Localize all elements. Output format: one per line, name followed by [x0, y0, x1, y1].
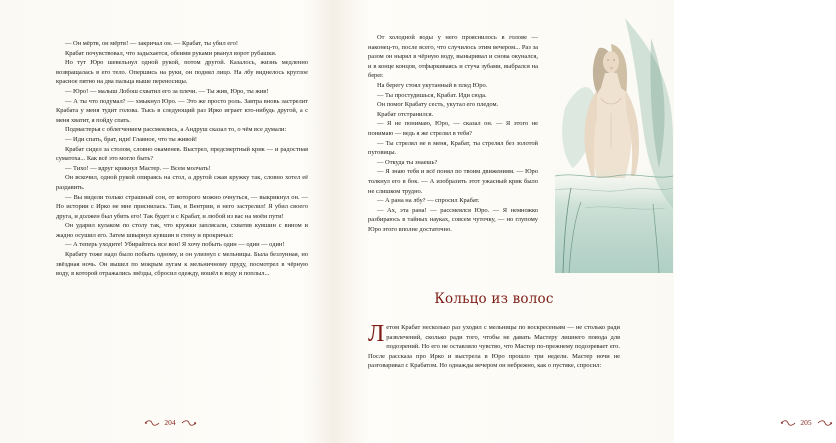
paragraph: — Ты стрелял не в меня, Крабат, ты стрелял без золотой пуговицы.: [368, 139, 538, 157]
paragraph: — Вы видели только страшный сон, от которого можно очнуться, — выкрикнул он. — Но истории с Ирко не мне приснилась. Там, в Вентрии, в него застрелил! Я убил своего друга, и должен был убить его! Так будет и с Крабат, и любой из вас на моём пути!: [56, 193, 308, 220]
page-number-text: 205: [800, 418, 812, 427]
paragraph: На берегу стоял укутанный в плед Юро.: [377, 81, 488, 89]
right-page-text-top: [368, 33, 538, 234]
paragraph: — А теперь уходите! Убирайтесь все вон! Я хочу побыть один — один — один!: [65, 241, 285, 249]
left-page: [0, 0, 337, 443]
chapter-first-paragraph: [368, 323, 620, 371]
paragraph: Крабат отстранился.: [377, 110, 434, 118]
page-number-text: 204: [164, 418, 176, 427]
chapter-title: Кольцо из волос: [434, 291, 554, 307]
flourish-icon: [144, 419, 160, 427]
page-number-right: [776, 417, 836, 429]
paragraph: Но тут Юро шевельнул одной рукой, потом другой. Казалось, жизнь медленно возвращалась в его тело. Опершись на руки, он поднял лицо. На лбу виднелось круглое красное пятно на два пальца выше переносицы.: [56, 59, 308, 86]
paragraph: — Ах, эта рана! — рассмеялся Юро. — Я немножко разбираюсь в тайных науках, совсем чуточку, — но глупому Юро этого вполне достаточно.: [368, 206, 538, 233]
flourish-icon: [780, 419, 796, 427]
paragraph: — Юро! — малыш Лобош схватил его за плечи. — Ты жив, Юро, ты жив!: [65, 87, 269, 95]
paragraph: Крабат сидел за столом, словно окаменев. Выстрел, предсмертный крик — и радостная суматоха... Как всё это могло быть?: [56, 145, 308, 163]
flourish-icon: [181, 419, 197, 427]
paragraph: Он ударил кулаком по столу так, что кружки заплясали, схватив кувшин с вином и жадно осушил его. Затем швырнул кувшин в стену и прокричал:: [56, 222, 308, 239]
chapter-first-paragraph-text: етом Крабат несколько раз уходил с мельницы по воскресеньям — не столько ради развлечений, сколько ради того, чтобы не давать Мастеру лишнего повода для подозрений. Но его не оставляло чувство, что Мастер по-прежнему подозревает его. После рассказа про Ирко и выстрела в Юро прошло три недели. Мастер ночи не разговаривал с Крабатом. Но однажды вечером он небрежно, как о пустяке, спросил:: [368, 324, 620, 370]
paragraph: Крабат почувствовал, что задыхается, обеими руками рванул ворот рубашки.: [65, 49, 277, 57]
right-page: [337, 0, 812, 443]
paragraph: Подмастерья с облегчением рассмеялись, а Андруш сказал то, о чём все думали:: [65, 126, 287, 134]
paragraph: — Я не понимаю, Юро, — сказал он. — Я этого не понимаю — ведь я же стрелял в тебя?: [368, 120, 538, 137]
drop-cap: Л: [368, 321, 385, 347]
paragraph: — А ты что подумал? — хмыкнул Юро. — Это же просто роль. Завтра вновь застрелит Крабата у меня тудит голова. Тысь в следующий раз Ирко играет кто-нибудь другой, а с меня хватит, я пойду спать.: [56, 97, 308, 124]
paragraph: — Он мёртв, он мёртв! — закричал он. — Крабат, ты убил его!: [65, 40, 238, 47]
paragraph: Крабату тоже надо было побыть одному, и он улизнул с мельницы. Была безлунная, но звёздная ночь. Он вышел по мокрым лугам к мельничному пруду, посмотрел в чёрную воду, в которой отражались звёзды, сбросил одежду, вошёл в воду и поплыл...: [56, 251, 308, 278]
page-number-left: [140, 417, 200, 429]
chapter-opening-text: [368, 323, 620, 371]
left-page-text: [56, 39, 308, 279]
paragraph: От холодной воды у него прояснилось в голове — наконец-то, после всего, что случилось этим вечером... Раз за разом он нырял в чёрную воду, выныривал и снова окунался, и в конце концов, отфыркиваясь и стуча зубами, выбрался на берег.: [368, 34, 538, 80]
paragraph: Он помог Крабату сесть, укутал его пледом.: [377, 101, 499, 109]
paragraph: — Ты простудишься, Крабат. Иди сюда.: [377, 91, 487, 99]
watercolor-figure-illustration: [555, 18, 673, 273]
paragraph: — Я знаю тебя и всё понял по твоим движениям. — Юро толкнул его в бок. — А изобразить этот ужасный крик было не слишком трудно.: [368, 168, 538, 195]
paragraph: — Откуда ты знаешь?: [377, 158, 438, 166]
paragraph: — А рана на лбу? — спросил Крабат.: [377, 197, 480, 205]
paragraph: — Тихо! — вдруг крикнул Мастер. — Всем молчать!: [65, 164, 211, 172]
paragraph: Он вскочил, одной рукой опираясь на стол, а другой сжав кружку так, словно хотел её раздавить.: [56, 174, 308, 191]
paragraph: — Иди спать, брат, иди! Главное, что ты живой!: [65, 135, 198, 143]
flourish-icon: [817, 419, 833, 427]
